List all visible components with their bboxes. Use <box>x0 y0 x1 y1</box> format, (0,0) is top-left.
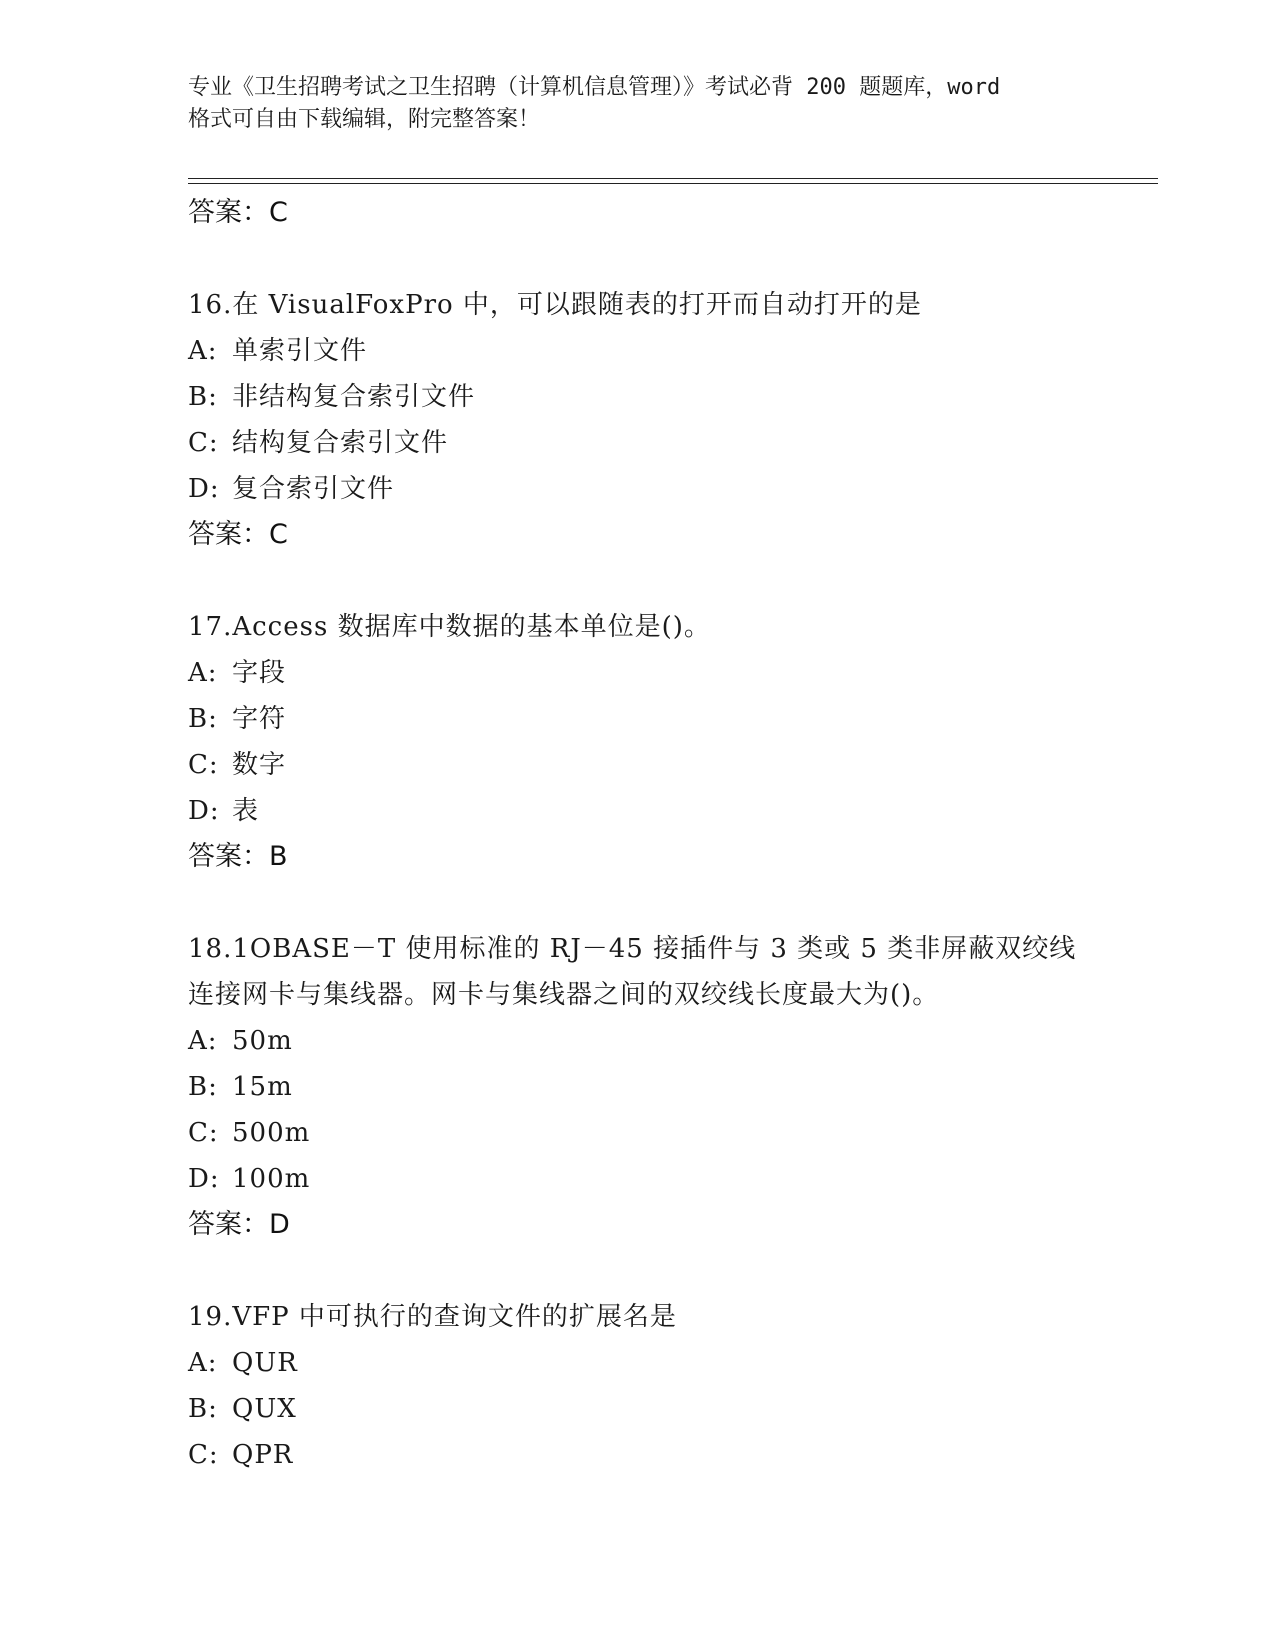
option-text: 单索引文件 <box>232 336 368 366</box>
header-rule-bottom <box>188 183 1158 184</box>
answer-line: 答案：B <box>188 841 288 872</box>
option-line <box>188 328 1188 374</box>
option-line <box>188 420 1188 466</box>
option-text: 字符 <box>232 704 287 734</box>
option-line <box>188 1386 1188 1432</box>
header-line-2: 格式可自由下载编辑，附完整答案！ <box>188 107 541 132</box>
spacer <box>188 558 1188 604</box>
option-line <box>188 742 1188 788</box>
header-rule-top <box>188 178 1158 179</box>
option-line <box>188 1110 1188 1156</box>
option-line <box>188 466 1188 512</box>
option-letter: B: <box>188 382 218 412</box>
answer-line: 答案：D <box>188 1209 290 1240</box>
option-text: 表 <box>232 796 260 826</box>
option-letter: B: <box>188 704 218 734</box>
option-line <box>188 1156 1188 1202</box>
option-text: 15m <box>232 1072 293 1102</box>
option-line <box>188 1018 1188 1064</box>
spacer <box>188 1248 1188 1294</box>
option-letter: B: <box>188 1394 218 1424</box>
option-letter: C: <box>188 428 219 458</box>
option-text: QUR <box>232 1348 298 1378</box>
option-text: 非结构复合索引文件 <box>232 382 476 412</box>
question-list <box>188 190 1188 1478</box>
question-text: 19.VFP 中可执行的查询文件的扩展名是 <box>188 1302 677 1332</box>
option-line <box>188 696 1188 742</box>
option-letter: D: <box>188 1164 220 1194</box>
option-letter: D: <box>188 796 220 826</box>
question-text: 18.1OBASE－T 使用标准的 RJ－45 接插件与 3 类或 5 类非屏蔽双绞线连接网卡与集线器。网卡与集线器之间的双绞线长度最大为()。 <box>188 934 1077 1010</box>
option-letter: C: <box>188 1118 219 1148</box>
spacer <box>188 880 1188 926</box>
option-letter: A: <box>188 336 218 366</box>
option-text: 100m <box>232 1164 311 1194</box>
spacer <box>188 236 1188 282</box>
option-letter: A: <box>188 658 218 688</box>
option-line <box>188 374 1188 420</box>
option-letter: C: <box>188 750 219 780</box>
question-text: 16.在 VisualFoxPro 中，可以跟随表的打开而自动打开的是 <box>188 290 922 320</box>
option-line <box>188 650 1188 696</box>
option-text: 结构复合索引文件 <box>232 428 449 458</box>
option-line <box>188 788 1188 834</box>
option-line <box>188 1432 1188 1478</box>
option-text: 50m <box>232 1026 293 1056</box>
option-letter: B: <box>188 1072 218 1102</box>
option-line <box>188 1340 1188 1386</box>
option-letter: C: <box>188 1440 219 1470</box>
question-text: 17.Access 数据库中数据的基本单位是()。 <box>188 612 711 642</box>
option-line <box>188 1064 1188 1110</box>
option-text: QUX <box>232 1394 297 1424</box>
option-letter: A: <box>188 1348 218 1378</box>
answer-line: 答案：C <box>188 197 288 228</box>
option-text: QPR <box>232 1440 294 1470</box>
option-text: 500m <box>232 1118 311 1148</box>
answer-line: 答案：C <box>188 519 288 550</box>
option-letter: A: <box>188 1026 218 1056</box>
document-header <box>188 72 1088 136</box>
option-text: 数字 <box>232 750 287 780</box>
option-text: 字段 <box>232 658 287 688</box>
option-letter: D: <box>188 474 220 504</box>
option-text: 复合索引文件 <box>232 474 395 504</box>
header-line-1: 专业《卫生招聘考试之卫生招聘（计算机信息管理）》考试必背 200 题题库，word <box>188 75 1001 100</box>
